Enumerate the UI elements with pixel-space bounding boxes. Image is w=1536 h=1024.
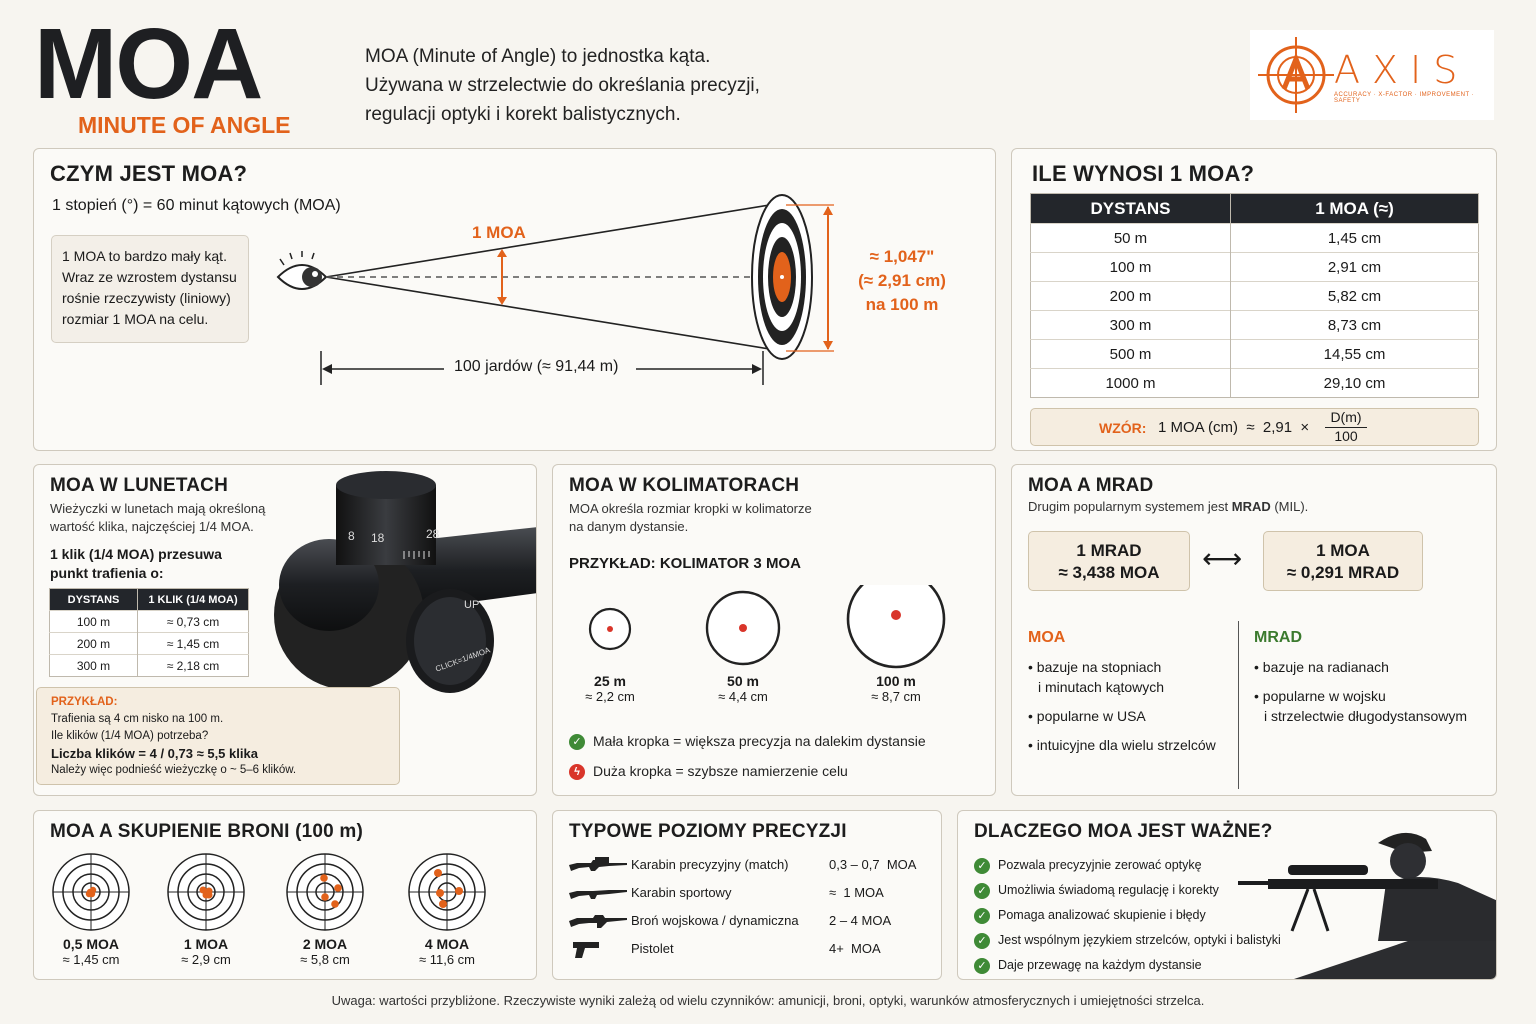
table-row: 200 m ≈ 1,45 cm <box>50 633 249 655</box>
logo-tagline: ACCURACY · X-FACTOR · IMPROVEMENT · SAFETY <box>1334 92 1475 104</box>
list-item: Broń wojskowa / dynamiczna 2 – 4 MOA <box>569 907 929 935</box>
what-is-moa-title: CZYM JEST MOA? <box>50 161 248 186</box>
moa-definition: 1 stopień (°) = 60 minut kątowych (MOA) <box>52 197 341 214</box>
list-item: i strzelectwie długodystansowym <box>1264 708 1468 724</box>
table-header: DYSTANS <box>50 589 138 611</box>
collimators-title: MOA W KOLIMATORACH <box>569 475 800 496</box>
precision-panel <box>552 810 942 980</box>
check-icon: ✓ <box>974 908 990 924</box>
red-dot-icon <box>707 592 779 664</box>
scopes-title: MOA W LUNETACH <box>50 475 228 496</box>
clicks-table <box>49 588 249 677</box>
list-item: i minutach kątowych <box>1038 679 1165 695</box>
mrad-features <box>1254 657 1467 726</box>
moa-features <box>1028 657 1216 755</box>
why-panel <box>957 810 1497 980</box>
list-item: ✓ Daje przewagę na każdym dystansie <box>974 953 1281 978</box>
scopes-panel <box>33 464 537 796</box>
check-icon: ✓ <box>974 883 990 899</box>
rifle-icon <box>569 883 627 903</box>
scopes-desc: Wieżyczki w lunetach mają określoną wartość klika, najczęściej 1/4 MOA. <box>50 501 266 534</box>
list-item: Karabin precyzyjny (match) 0,3 – 0,7 MOA <box>569 851 929 879</box>
mrad-to-moa-box: 1 MRAD ≈ 3,438 MOA <box>1028 531 1190 591</box>
moa-values-panel <box>1011 148 1497 451</box>
moa-mrad-title: MOA A MRAD <box>1028 475 1154 496</box>
rifle-icon <box>569 911 627 931</box>
brand-logo <box>1250 30 1494 120</box>
main-subtitle: MINUTE OF ANGLE <box>78 112 291 138</box>
collimator-con: ϟ Duża kropka = szybsze namierzenie celu <box>569 763 848 780</box>
group-caption: 4 MOA ≈ 11,6 cm <box>418 936 476 967</box>
check-icon: ✓ <box>974 933 990 949</box>
target-icon <box>409 854 485 930</box>
dot-caption: 50 m ≈ 4,4 cm <box>718 673 768 704</box>
groups-panel <box>33 810 537 980</box>
red-dot-icon <box>590 609 630 649</box>
table-row: 100 m ≈ 0,73 cm <box>50 611 249 633</box>
list-item: ✓ Umożliwia świadomą regulację i korekty <box>974 878 1281 903</box>
table-row: 200 m 5,82 cm <box>1031 282 1479 311</box>
formula-numerator: D(m) <box>1330 409 1362 425</box>
group-caption: 1 MOA ≈ 2,9 cm <box>181 936 231 967</box>
table-header: 1 KLIK (1/4 MOA) <box>138 589 249 611</box>
mrad-column-head: MRAD <box>1254 629 1302 646</box>
moa-values-title: ILE WYNOSI 1 MOA? <box>1032 161 1255 186</box>
collimator-pro: ✓ Mała kropka = większa precyzja na dalekim dystansie <box>569 733 926 750</box>
groups-title: MOA A SKUPIENIE BRONI (100 m) <box>50 821 364 842</box>
formula-label: WZÓR: <box>1099 420 1147 436</box>
list-item: • popularne w USA <box>1028 708 1146 724</box>
double-arrow-icon: ⟷ <box>1202 543 1243 574</box>
moa-note-box: 1 MOA to bardzo mały kąt. Wraz ze wzrostem dystansu rośnie rzeczywisty (liniowy) rozmiar 1 MOA na celu. <box>51 235 249 343</box>
collimators-panel <box>552 464 996 796</box>
check-icon: ✓ <box>569 734 585 750</box>
scopes-example-box: PRZYKŁAD: Trafienia są 4 cm nisko na 100 m. Ile klików (1/4 MOA) potrzeba? Liczba klików = 4 / 0,73 ≈ 5,5 klika Należy więc podnieść wieżyczkę o ~ 5–6 klików. <box>36 687 400 785</box>
why-list <box>974 853 1281 978</box>
table-row: 100 m 2,91 cm <box>1031 253 1479 282</box>
red-dot-sizes <box>553 585 997 675</box>
logo-name: AXIS <box>1334 48 1470 92</box>
list-item: • bazuje na radianach <box>1254 659 1389 675</box>
turret-click-label: CLICK=1/4MOA <box>434 645 492 674</box>
moa-mrad-desc: Drugim popularnym systemem jest MRAD (MIL). <box>1028 499 1309 514</box>
main-title: MOA <box>34 8 262 120</box>
eye-icon <box>278 251 326 289</box>
table-row: 300 m ≈ 2,18 cm <box>50 655 249 677</box>
scopes-lead: 1 klik (1/4 MOA) przesuwa punkt trafienia o: <box>50 546 222 581</box>
what-is-moa-panel <box>33 148 996 451</box>
angle-label: 1 MOA <box>472 223 526 242</box>
formula-box <box>1030 408 1479 446</box>
target-icon <box>168 854 244 930</box>
scope-turret-icon <box>254 465 537 697</box>
distance-label: 100 jardów (≈ 91,44 m) <box>454 358 619 375</box>
formula-denominator: 100 <box>1334 428 1358 444</box>
intro-text: MOA (Minute of Angle) to jednostka kąta. Używana w strzelectwie do określania precyzji, regulacji optyki i korekt balistycznych. <box>365 46 760 125</box>
list-item: • popularne w wojsku <box>1254 688 1386 704</box>
crosshair-logo-icon <box>1256 35 1336 115</box>
red-dot-icon <box>848 585 944 667</box>
group-targets <box>34 851 538 941</box>
target-icon <box>752 195 812 359</box>
check-icon: ✓ <box>974 858 990 874</box>
target-icon <box>53 854 129 930</box>
table-header: DYSTANS <box>1031 194 1231 224</box>
dot-caption: 100 m ≈ 8,7 cm <box>871 673 921 704</box>
list-item: Pistolet 4+ MOA <box>569 935 929 963</box>
table-row: 1000 m 29,10 cm <box>1031 369 1479 398</box>
precision-title: TYPOWE POZIOMY PRECYZJI <box>569 821 847 842</box>
list-item: • bazuje na stopniach <box>1028 659 1162 675</box>
target-icon <box>287 854 363 930</box>
list-item: ✓ Pozwala precyzyjnie zerować optykę <box>974 853 1281 878</box>
moa-column-head: MOA <box>1028 629 1066 646</box>
table-header: 1 MOA (≈) <box>1231 194 1479 224</box>
table-row: 50 m 1,45 cm <box>1031 224 1479 253</box>
table-row: 300 m 8,73 cm <box>1031 311 1479 340</box>
dot-caption: 25 m ≈ 2,2 cm <box>585 673 635 704</box>
footer-note: Uwaga: wartości przybliżone. Rzeczywiste wyniki zależą od wielu czynników: amunicji, broni, optyki, warunków atmosferycznych i umiejętności strzelca. <box>331 993 1205 1008</box>
turret-mark: 18 <box>371 531 385 545</box>
list-item: ✓ Jest wspólnym językiem strzelców, optyki i balistyki <box>974 928 1281 953</box>
table-row: 500 m 14,55 cm <box>1031 340 1479 369</box>
collimators-desc: MOA określa rozmiar kropki w kolimatorze na danym dystansie. <box>569 501 812 534</box>
target-size-label: ≈ 1,047" (≈ 2,91 cm) na 100 m <box>858 247 946 314</box>
list-item: ✓ Pomaga analizować skupienie i błędy <box>974 903 1281 928</box>
turret-mark: 28 <box>426 527 440 541</box>
lightning-icon: ϟ <box>569 764 585 780</box>
list-item: • intuicyjne dla wielu strzelców <box>1028 737 1216 753</box>
pistol-icon <box>569 938 627 960</box>
check-icon: ✓ <box>974 958 990 974</box>
turret-mark: 8 <box>348 529 355 543</box>
turret-up-label: UP <box>464 599 480 611</box>
group-caption: 2 MOA ≈ 5,8 cm <box>300 936 350 967</box>
collimator-example-label: PRZYKŁAD: KOLIMATOR 3 MOA <box>569 555 801 572</box>
moa-values-table <box>1030 193 1479 398</box>
formula-left: 1 MOA (cm) ≈ 2,91 × <box>1158 419 1310 436</box>
rifle-icon <box>569 855 627 875</box>
moa-mrad-panel <box>1011 464 1497 796</box>
moa-to-mrad-box: 1 MOA ≈ 0,291 MRAD <box>1263 531 1423 591</box>
group-caption: 0,5 MOA ≈ 1,45 cm <box>62 936 120 967</box>
why-title: DLACZEGO MOA JEST WAŻNE? <box>974 821 1273 842</box>
list-item: Karabin sportowy ≈ 1 MOA <box>569 879 929 907</box>
